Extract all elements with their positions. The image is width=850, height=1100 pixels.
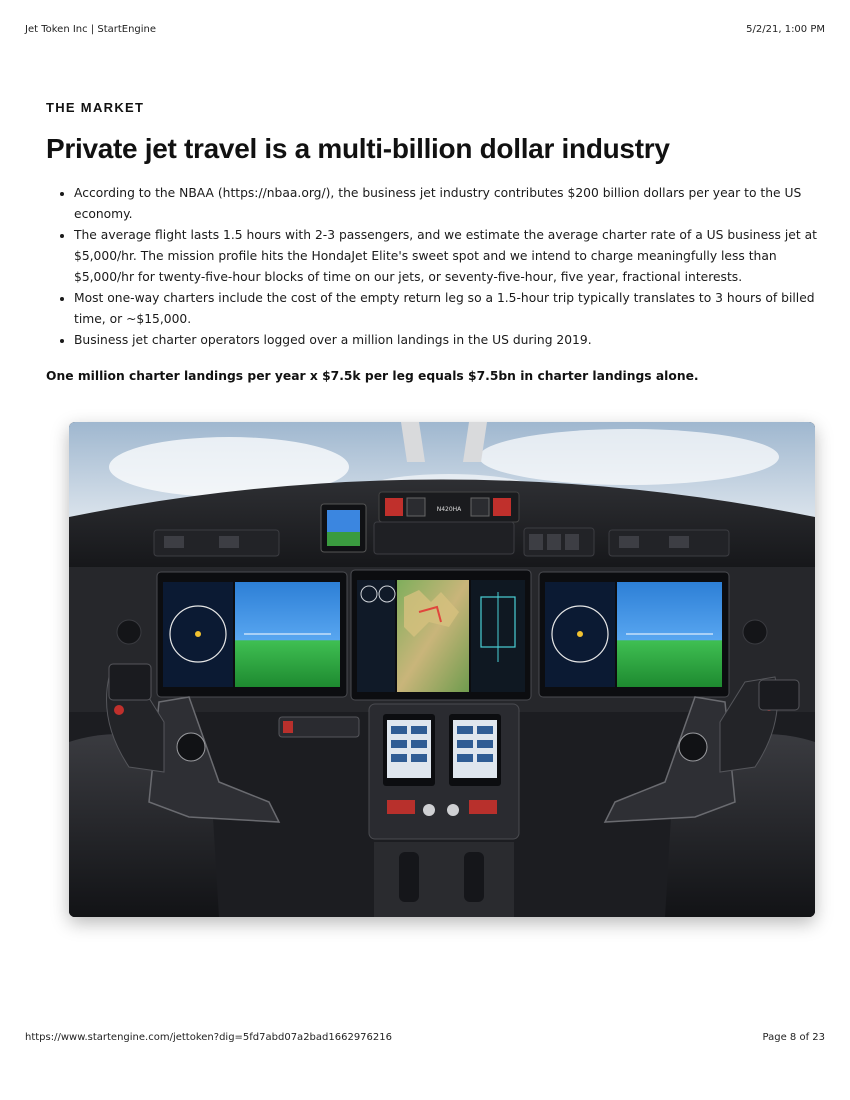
bullet-average-flight: • The average flight lasts 1.5 hours with 2-3 passengers, and we estimate the average charter rate of a US business jet at $5,000/hr. The mission profile hits the HondaJet Elite's sweet spot and we intend to charge meaningfully less than $5,000/hr for twenty-five-hour blocks of time on our jets, or seventy-five-hour, five year, fractional interests. <box>74 225 826 288</box>
section-eyebrow: THE MARKET <box>46 100 145 115</box>
bullet-nbaa: • According to the NBAA (https://nbaa.org/), the business jet industry contributes $200 billion dollars per year to the US economy. <box>74 183 826 225</box>
print-footer <box>25 1032 825 1043</box>
print-header-title: Jet Token Inc | StartEngine <box>25 24 157 35</box>
market-summary: One million charter landings per year x $7.5k per leg equals $7.5bn in charter landings alone. <box>46 369 699 383</box>
section-headline: Private jet travel is a multi-billion dollar industry <box>46 133 670 164</box>
cockpit-illustration <box>69 422 815 917</box>
market-bullet-list <box>46 183 826 351</box>
bullet-one-way-charters: • Most one-way charters include the cost of the empty return leg so a 1.5-hour trip typically translates to 3 hours of billed time, or ~$15,000. <box>74 288 826 330</box>
print-footer-url: https://www.startengine.com/jettoken?dig=5fd7abd07a2bad1662976216 <box>25 1032 392 1043</box>
market-section <box>46 100 826 383</box>
tail-number-label: N420HA <box>436 506 462 513</box>
cockpit-photo <box>69 422 815 917</box>
bullet-landings: • Business jet charter operators logged over a million landings in the US during 2019. <box>74 330 826 351</box>
print-header-datetime: 5/2/21, 1:00 PM <box>746 24 825 35</box>
print-footer-page: Page 8 of 23 <box>762 1032 825 1043</box>
print-header <box>25 24 825 35</box>
